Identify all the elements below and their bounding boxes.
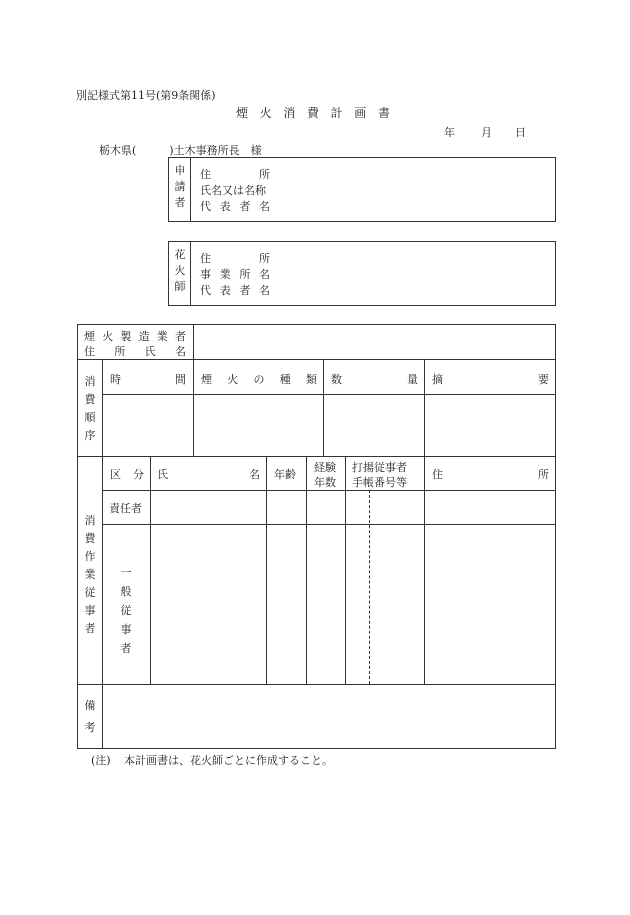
header-char: 住 [432, 468, 443, 481]
pyro-address-label [200, 250, 270, 266]
date-month: 月 [481, 126, 492, 139]
field-char: 名 [258, 284, 270, 297]
maker-char: 製 [120, 330, 132, 343]
label-char: 費 [84, 393, 96, 406]
maker-label-line1 [84, 328, 186, 344]
label-char: 従 [120, 604, 132, 617]
label-char: 者 [174, 196, 186, 209]
date-year: 年 [444, 126, 455, 139]
applicant-address-label [200, 166, 270, 182]
header-char: 区 [110, 468, 121, 481]
header-char: 数 [331, 373, 342, 386]
maker-label-line2 [84, 343, 186, 359]
date-day: 日 [515, 126, 526, 139]
header-char: 名 [249, 468, 260, 481]
label-char: 一 [120, 566, 132, 579]
header-char: 量 [407, 373, 418, 386]
header-char: 種 [279, 373, 291, 386]
label-char: 順 [84, 411, 96, 424]
field-char: 所 [259, 168, 270, 181]
addressee: 栃木県( )土木事務所長 様 [99, 144, 262, 157]
title-char: 火 [259, 106, 272, 120]
header-char: 火 [227, 373, 239, 386]
field-char: 表 [219, 284, 231, 297]
field-char: 所 [259, 252, 270, 265]
maker-char: 火 [102, 330, 114, 343]
col-firework-type [201, 371, 317, 387]
field-char: 者 [239, 284, 251, 297]
label-char: 者 [120, 642, 132, 655]
worker-col-notebook-line2: 手帳番号等 [352, 476, 407, 489]
maker-char: 煙 [84, 330, 95, 343]
applicant-rep-label [200, 198, 270, 214]
header-char: 摘 [432, 373, 443, 386]
field-char: 業 [219, 268, 231, 281]
consumption-order-label [82, 373, 98, 445]
main-table [77, 324, 556, 749]
title-char: 費 [306, 106, 319, 120]
label-char: 序 [84, 429, 96, 442]
label-char: 業 [84, 568, 96, 581]
header-char: 分 [133, 468, 144, 481]
col-summary [432, 371, 549, 387]
worker-col-class [110, 466, 144, 482]
field-char: 住 [200, 252, 211, 265]
title-char: 煙 [236, 106, 249, 120]
label-char: 事 [84, 604, 96, 617]
label-char: 消 [84, 375, 96, 388]
maker-char: 業 [156, 330, 168, 343]
col-time [110, 371, 186, 387]
header-char: 煙 [201, 373, 212, 386]
field-char: 所 [239, 268, 251, 281]
label-char: 火 [174, 264, 186, 277]
header-char: 類 [306, 373, 317, 386]
pyro-office-label [200, 266, 270, 282]
col-quantity [331, 371, 418, 387]
pyrotechnician-label [172, 247, 188, 295]
label-char: 者 [84, 622, 96, 635]
header-char: の [253, 373, 265, 386]
label-char: 従 [84, 586, 96, 599]
general-worker-label [118, 563, 134, 658]
worker-col-name [157, 466, 260, 482]
note-prefix: (注) [91, 754, 111, 767]
label-char: 花 [174, 248, 186, 261]
header-char: 要 [538, 373, 549, 386]
label-char: 考 [84, 721, 96, 734]
header-char: 時 [110, 373, 121, 386]
maker-char: 者 [174, 330, 186, 343]
worker-col-exp-line2: 年数 [314, 476, 336, 489]
applicant-name-label: 氏名又は名称 [200, 184, 266, 197]
maker-char: 造 [138, 330, 150, 343]
label-char: 備 [84, 699, 96, 712]
field-char: 者 [239, 200, 251, 213]
label-char: 師 [174, 280, 186, 293]
field-char: 事 [200, 268, 211, 281]
applicant-label [172, 163, 188, 211]
label-char: 般 [120, 585, 132, 598]
header-char: 間 [175, 373, 186, 386]
responsible-label: 責任者 [109, 502, 142, 515]
field-char: 住 [200, 168, 211, 181]
worker-label [82, 512, 98, 638]
title-char: 書 [377, 106, 390, 120]
label-char: 費 [84, 532, 96, 545]
field-char: 名 [258, 200, 270, 213]
field-char: 名 [258, 268, 270, 281]
label-char: 事 [120, 623, 132, 636]
maker-char: 氏 [144, 345, 156, 358]
title-char: 画 [354, 106, 367, 120]
title-char: 消 [283, 106, 296, 120]
header-char: 所 [538, 468, 549, 481]
field-char: 表 [219, 200, 231, 213]
maker-char: 所 [114, 345, 126, 358]
worker-col-age: 年齢 [274, 468, 296, 481]
remarks-label [82, 695, 98, 739]
form-reference: 別記様式第11号(第9条関係) [76, 89, 216, 102]
title-char: 計 [330, 106, 343, 120]
label-char: 作 [84, 550, 96, 563]
label-char: 申 [174, 164, 186, 177]
header-char: 氏 [157, 468, 168, 481]
worker-col-exp-line1: 経験 [314, 461, 336, 474]
pyro-rep-label [200, 282, 270, 298]
maker-char: 住 [84, 345, 95, 358]
worker-col-address [432, 466, 549, 482]
maker-char: 名 [174, 345, 186, 358]
worker-col-notebook-line1: 打揚従事者 [352, 461, 407, 474]
label-char: 消 [84, 514, 96, 527]
note-text: 本計画書は、花火師ごとに作成すること。 [124, 754, 333, 767]
document-title [236, 104, 390, 121]
field-char: 代 [200, 200, 211, 213]
field-char: 代 [200, 284, 211, 297]
label-char: 請 [174, 180, 186, 193]
